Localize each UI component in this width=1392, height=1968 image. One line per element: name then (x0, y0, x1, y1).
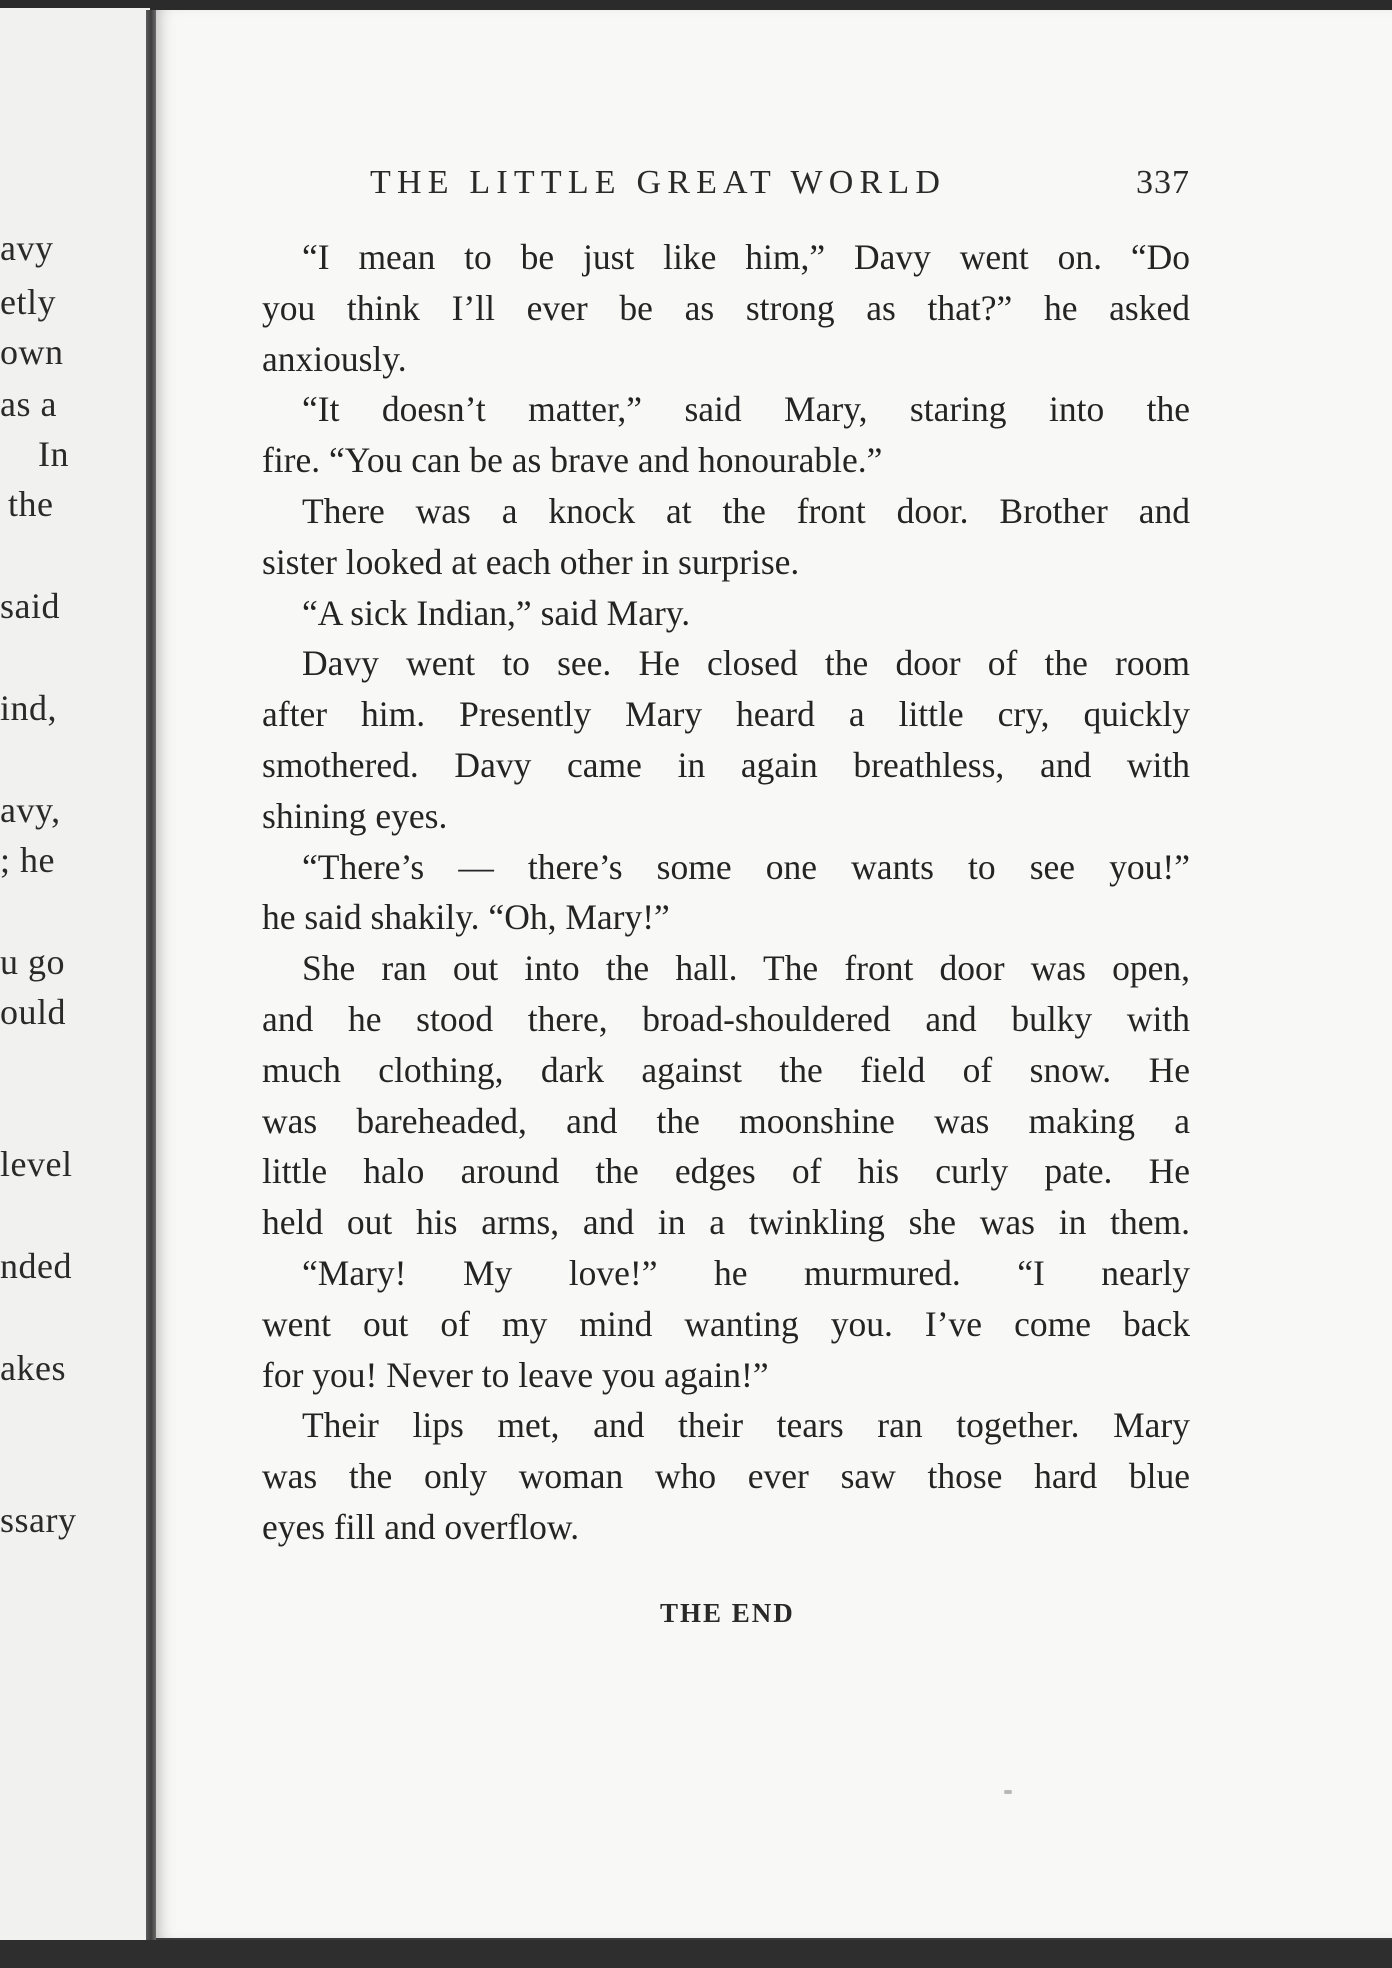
left-page-fragment: akes (0, 1348, 66, 1388)
text-line: for you! Never to leave you again!” (262, 1354, 769, 1395)
body-text (262, 232, 1190, 1553)
text-line: after him. Presently Mary heard a little cry, quickly (262, 694, 1190, 735)
running-header (370, 164, 1190, 208)
running-title: THE LITTLE GREAT WORLD (370, 164, 947, 201)
text-line: There was a knock at the front door. Brother and (302, 490, 1190, 531)
scan-border-bottom (0, 1940, 1392, 1968)
text-line: you think I’ll ever be as strong as that?” he asked (262, 287, 1190, 328)
left-page-fragment: In (38, 434, 69, 474)
text-line: “Mary! My love!” he murmured. “I nearly (302, 1252, 1190, 1293)
the-end-label: THE END (660, 1598, 795, 1628)
text-line: went out of my mind wanting you. I’ve come back (262, 1303, 1190, 1344)
left-page-fragment: u go (0, 942, 65, 982)
text-line: anxiously. (262, 338, 407, 379)
left-page-fragment: said (0, 586, 60, 626)
text-line: “There’s — there’s some one wants to see you!” (302, 846, 1190, 887)
left-page-fragment: ; he (0, 840, 55, 880)
text-line: “It doesn’t matter,” said Mary, staring into the (302, 389, 1190, 430)
left-page-fragment: the (8, 484, 54, 524)
left-page-fragment: ould (0, 992, 67, 1032)
left-page-fragment: ssary (0, 1500, 77, 1540)
page-number: 337 (1136, 164, 1190, 201)
text-line: sister looked at each other in surprise. (262, 541, 800, 582)
left-page-fragment: nded (0, 1246, 72, 1286)
left-page-fragment: avy, (0, 790, 61, 830)
left-page-fragment: level (0, 1144, 73, 1184)
text-line: held out his arms, and in a twinkling she was in them. (262, 1202, 1190, 1243)
text-line: “I mean to be just like him,” Davy went on. “Do (302, 237, 1190, 277)
left-page-fragment: own (0, 332, 64, 372)
paper-speck (1004, 1790, 1012, 1794)
left-page-fragment: ind, (0, 688, 58, 728)
text-line: was the only woman who ever saw those hard blue (262, 1456, 1190, 1497)
text-line: “A sick Indian,” said Mary. (302, 592, 691, 633)
text-line: little halo around the edges of his curly pate. He (262, 1151, 1190, 1192)
text-line: fire. “You can be as brave and honourable.” (262, 440, 883, 481)
text-line: She ran out into the hall. The front door was open, (302, 948, 1190, 989)
text-line: he said shakily. “Oh, Mary!” (262, 897, 670, 938)
left-page-fragment: avy (0, 228, 54, 268)
left-page-fragment: as a (0, 384, 57, 424)
text-line: was bareheaded, and the moonshine was making a (262, 1100, 1190, 1141)
left-page-fragment: etly (0, 282, 56, 322)
text-line: and he stood there, broad-shouldered and bulky with (262, 998, 1190, 1039)
text-line: smothered. Davy came in again breathless, and with (262, 744, 1190, 785)
text-line: shining eyes. (262, 795, 448, 836)
book-gutter (146, 10, 156, 1942)
text-line: eyes fill and overflow. (262, 1506, 580, 1547)
text-line: much clothing, dark against the field of snow. He (262, 1049, 1190, 1090)
text-line: Their lips met, and their tears ran together. Mary (302, 1405, 1190, 1446)
left-page-edge (0, 8, 150, 1943)
text-line: Davy went to see. He closed the door of the room (302, 643, 1190, 684)
